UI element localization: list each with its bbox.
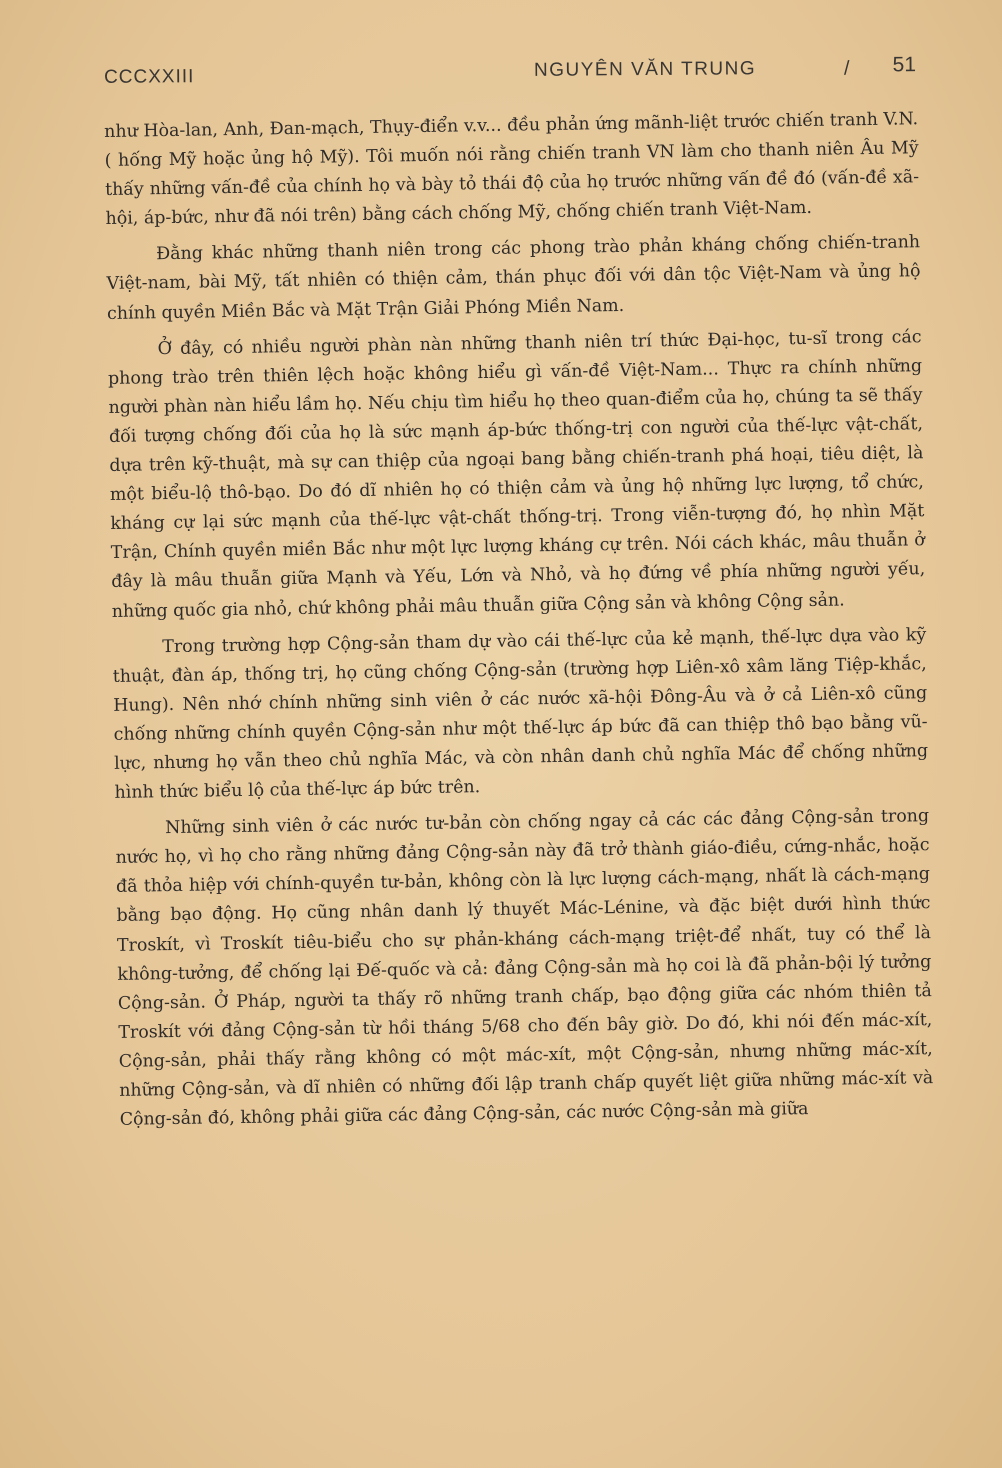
header-separator: /: [843, 57, 850, 80]
running-author: NGUYÊN VĂN TRUNG: [533, 58, 757, 81]
section-roman-numeral: CCCXXIII: [103, 66, 195, 88]
page-number: 51: [892, 53, 917, 77]
paragraph-5: Những sinh viên ở các nước tư-bản còn chống ngay cả các các đảng Cộng-sản trong nước họ, vì họ cho rằng những đảng Cộng-sản này đã trở thành giáo-điều, cứng-nhắc, hoặc đã thỏa hiệp với chính-quyền tư-bản, không còn là lực lượng cách-mạng, nhất là cách-mạng bằng bạo động. Họ cũng nhân danh lý thuyết Mác-Lénine, và đặc biệt dưới hình thức Troskít, vì Troskít tiêu-biểu cho sự phản-kháng cách-mạng triệt-để nhất, tuy có thể là không-tưởng, để chống lại Đế-quốc và cả: đảng Cộng-sản mà họ coi là đã phản-bội lý tưởng Cộng-sản. Ở Pháp, người ta thấy rõ những tranh chấp, bạo động giữa các nhóm thiên tả Troskít với đảng Cộng-sản từ hồi tháng 5/68 cho đến bây giờ. Do đó, khi nói đến mác-xít, Cộng-sản, phải thấy rằng không có một mác-xít, một Cộng-sản, nhưng những mác-xít, những Cộng-sản, và dĩ nhiên có những đối lập tranh chấp quyết liệt giữa những mác-xít và Cộng-sản đó, không phải giữa các đảng Cộng-sản, các nước Cộng-sản mà giữa: [115, 806, 934, 1130]
paragraph-2: Đằng khác những thanh niên trong các phong trào phản kháng chống chiến-tranh Việt-nam, bài Mỹ, tất nhiên có thiện cảm, thán phục đối với dân tộc Việt-Nam và ủng hộ chính quyền Miền Bắc và Mặt Trận Giải Phóng Miền Nam.: [106, 232, 921, 324]
paragraph-1: như Hòa-lan, Anh, Đan-mạch, Thụy-điển v.v... đều phản ứng mãnh-liệt trước chiến tranh V.N. ( hống Mỹ hoặc ủng hộ Mỹ). Tôi muốn nói rằng chiến tranh VN làm cho thanh niên Âu Mỹ thấy những vấn-đề của chính họ và bày tỏ thái độ của họ trước những vấn đề đó (vấn-đề xã-hội, áp-bức, như đã nói trên) bằng cách chống Mỹ, chống chiến tranh Việt-Nam.: [104, 109, 920, 230]
paragraph-3: Ở đây, có nhiều người phàn nàn những thanh niên trí thức Đại-học, tu-sĩ trong các phong trào trên thiên lệch hoặc không hiểu gì vấn-đề Việt-Nam... Thực ra chính những người phàn nàn hiểu lầm họ. Nếu chịu tìm hiểu họ theo quan-điểm của họ, chúng ta sẽ thấy đối tượng chống đối của họ là sức mạnh áp-bức thống-trị con người của thế-lực vật-chất, dựa trên kỹ-thuật, mà sự can thiệp của ngoại bang bằng chiến-tranh phá hoại, tiêu diệt, là một biểu-lộ thô-bạo. Do đó dĩ nhiên họ có thiện cảm và ủng hộ những lực lượng, tổ chức, kháng cự lại sức mạnh của thế-lực vật-chất thống-trị. Trong viễn-tượng đó, họ nhìn Mặt Trận, Chính quyền miền Bắc như một lực lượng kháng cự trên. Nói cách khác, mâu thuẫn ở đây là mâu thuẫn giữa Mạnh và Yếu, Lớn và Nhỏ, và họ đứng về phía những người yếu, những quốc gia nhỏ, chứ không phải mâu thuẫn giữa Cộng sản và không Cộng sản.: [107, 326, 926, 622]
running-header: [104, 49, 916, 91]
body-text: [104, 105, 934, 1142]
paragraph-4: Trong trường hợp Cộng-sản tham dự vào cái thế-lực của kẻ mạnh, thế-lực dựa vào kỹ thuật, đàn áp, thống trị, họ cũng chống Cộng-sản (trường hợp Liên-xô xâm lăng Tiệp-khắc, Hung). Nên nhớ chính những sinh viên ở các nước xã-hội Đông-Âu và ở cả Liên-xô cũng chống những chính quyền Cộng-sản như một thế-lực áp bức đã can thiệp thô bạo bằng vũ-lực, nhưng họ vẫn theo chủ nghĩa Mác, và còn nhân danh chủ nghĩa Mác để chống những hình thức biểu lộ của thế-lực áp bức trên.: [112, 624, 929, 803]
